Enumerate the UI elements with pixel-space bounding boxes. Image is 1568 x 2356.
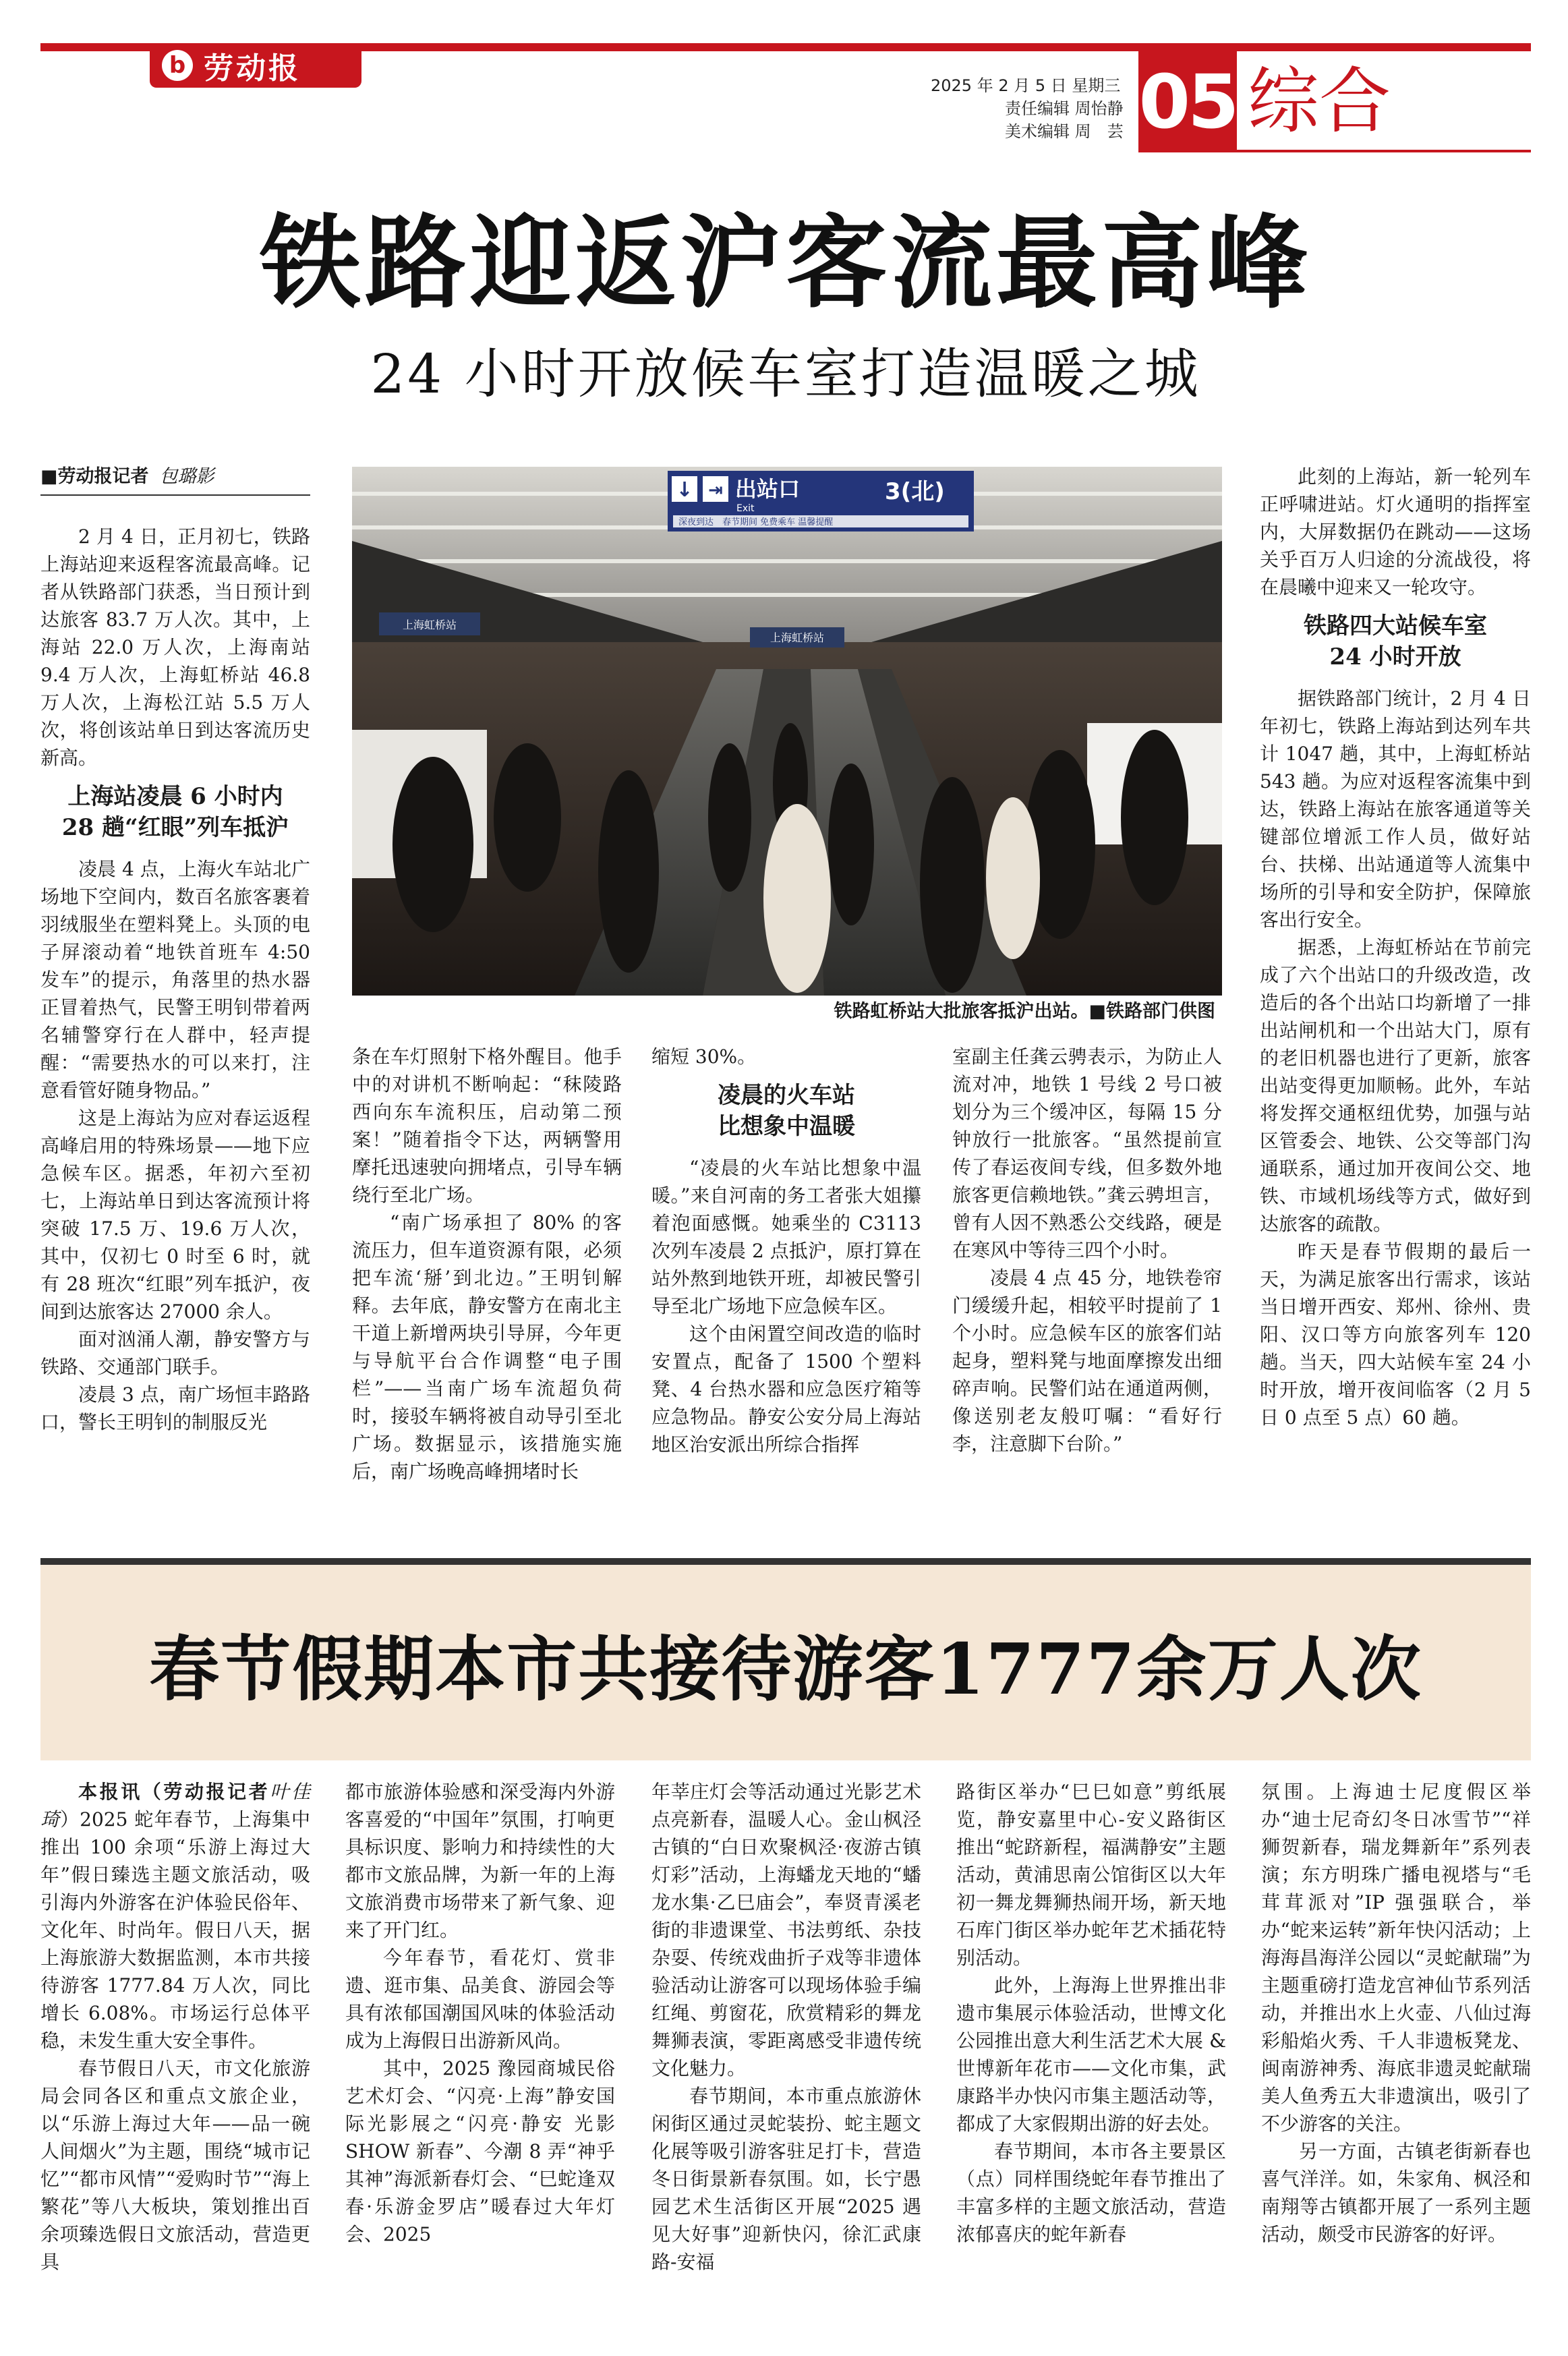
- story2-column-4: [956, 1778, 1226, 2248]
- newspaper-logo: [150, 43, 361, 88]
- down-arrow-icon: ↓: [676, 478, 693, 502]
- sign-subline: 深夜到达 春节期间 免费乘车 温馨提醒: [678, 517, 834, 527]
- paragraph: 此外，上海海上世界推出非遗市集展示体验活动，世博文化公园推出意大利生活艺术大展 & 世博新年花市——文化市集，武康路半办快闪市集主题活动等，都成了大家假期出游的好去处。: [956, 1974, 1226, 2135]
- paragraph: 春节期间，本市重点旅游休闲街区通过灵蛇装扮、蛇主题文化展等吸引游客驻足打卡，营造冬日街景新春氛围。如，长宁愚园艺术生活街区开展“2025 遇见大好事”迎新快闪，徐汇武康路-安福: [651, 2085, 921, 2273]
- paragraph: 条在车灯照射下格外醒目。他手中的对讲机不断响起：“秣陵路西向东车流积压，启动第二预案！”随着指令下达，两辆警用摩托迅速驶向拥堵点，引导车辆绕行至北广场。: [352, 1045, 622, 1206]
- paragraph: 面对汹涌人潮，静安警方与铁路、交通部门联手。: [40, 1328, 310, 1378]
- paragraph: 室副主任龚云骋表示，为防止人流对冲，地铁 1 号线 2 号口被划分为三个缓冲区，每隔 15 分钟放行一批旅客。“虽然提前宣传了春运夜间专线，但多数外地旅客更信赖地铁。”龚云骋坦言，曾有人因不熟悉公交线路，硬是在寒风中等待三四个小时。: [952, 1045, 1222, 1261]
- sign-left: 上海虹桥站: [402, 619, 457, 631]
- paragraph: “南广场承担了 80% 的客流压力，但车道资源有限，必须把车流‘掰’到北边。”王明钊解释。去年底，静安警方在南北主干道上新增两块引导屏，今年更与导航平台合作调整“电子围栏”——当南广场车流超负荷时，接驳车辆将被自动导引至北广场。数据显示，该措施实施后，南广场晚高峰拥堵时长: [352, 1211, 622, 1483]
- story2-lead-tag: 本报讯（劳动报记者: [78, 1781, 270, 1803]
- section-underline: [1237, 150, 1531, 152]
- story1-byline: [40, 463, 310, 496]
- art-editor: 美术编辑 周 芸: [1005, 122, 1124, 141]
- paragraph: 凌晨 3 点，南广场恒丰路路口，警长王明钊的制服反光: [40, 1383, 310, 1433]
- page-number: 05: [1138, 51, 1237, 152]
- issue-date: 2025 年 2 月 5 日 星期三: [931, 76, 1121, 95]
- paragraph: 另一方面，古镇老街新春也喜气洋洋。如，朱家角、枫泾和南翔等古镇都开展了一系列主题活动，颇受市民游客的好评。: [1261, 2140, 1531, 2245]
- byline-name: 包璐影: [159, 466, 214, 487]
- station-escalator-image: [352, 467, 1222, 996]
- logo-mark-icon: b: [162, 50, 193, 81]
- paragraph: 昨天是春节假期的最后一天，为满足旅客出行需求，该站当日增开西安、郑州、徐州、贵阳、汉口等方向旅客列车 120 趟。当天，四大站候车室 24 小时开放，增开夜间临客（2 月 5 日 0 点至 5 点）60 趟。: [1260, 1240, 1531, 1429]
- story1-headline: 铁路迎返沪客流最高峰: [259, 204, 1312, 322]
- subheading: 凌晨的火车站 比想象中温暖: [718, 1082, 855, 1140]
- paragraph: 据铁路部门统计，2 月 4 日年初七，铁路上海站到达列车共计 1047 趟，其中，上海虹桥站 543 趟。为应对返程客流集中到达，铁路上海站在旅客通道等关键部位增派工作人员，做好站台、扶梯、出站通道等人流集中场所的引导和安全防护，保障旅客出行安全。: [1260, 687, 1531, 931]
- exit-door-icon: ⇥: [708, 480, 723, 500]
- sign-exit-en: Exit: [736, 503, 755, 514]
- paragraph: 今年春节，看花灯、赏非遗、逛市集、品美食、游园会等具有浓郁国潮国风味的体验活动成为上海假日出游新风尚。: [345, 1947, 615, 2052]
- section-name: 综合: [1248, 60, 1391, 143]
- sign-exit: 出站口: [735, 476, 801, 502]
- story2-lead-name: 叶佳琦: [40, 1781, 310, 1831]
- logo-text: 劳动报: [204, 51, 301, 86]
- paragraph: 此刻的上海站，新一轮列车正呼啸进站。灯火通明的指挥室内，大屏数据仍在跳动——这场关乎百万人归途的分流战役，将在晨曦中迎来又一轮攻守。: [1260, 465, 1531, 598]
- story1-photo-caption: 铁路虹桥站大批旅客抵沪出站。■铁路部门供图: [834, 1001, 1215, 1022]
- issue-meta: [931, 74, 1133, 143]
- paragraph: 这是上海站为应对春运返程高峰启用的特殊场景——地下应急候车区。据悉，年初六至初七，上海站单日到达客流预计将突破 17.5 万、19.6 万人次，其中，仅初七 0 时至 6 时，就有 28 班次“红眼”列车抵沪，夜间到达旅客达 27000 余人。: [40, 1107, 310, 1323]
- story2-column-2: [345, 1778, 615, 2248]
- story2-column-3: [651, 1778, 921, 2276]
- sign-center: 上海虹桥站: [770, 631, 825, 644]
- paragraph: 都市旅游体验感和深受海内外游客喜爱的“中国年”氛围，打响更具标识度、影响力和持续性的大都市文旅品牌，为新一年的上海文旅消费市场带来了新气象、迎来了开门红。: [345, 1781, 615, 1941]
- story1-column-5: [1260, 463, 1531, 1431]
- paragraph: 据悉，上海虹桥站在节前完成了六个出站口的升级改造，改造后的各个出站口均新增了一排出站闸机和一个出站大门，原有的老旧机器也进行了更新，旅客出站变得更加顺畅。此外，车站将发挥交通枢纽优势，加强与站区管委会、地铁、公交等部门沟通联系，通过加开夜间公交、地铁、市域机场线等方式，做好到达旅客的疏散。: [1260, 936, 1531, 1235]
- paragraph: ）2025 蛇年春节，上海集中推出 100 余项“乐游上海过大年”假日臻选主题文旅活动，吸引海内外游客在沪体验民俗年、文化年、时尚年。假日八天，据上海旅游大数据监测，本市共接待游客 1777.84 万人次，同比增长 6.08%。市场运行总体平稳，未发生重大安全事件。: [40, 1808, 310, 2052]
- story1-column-4: [952, 1043, 1222, 1458]
- paragraph: 年莘庄灯会等活动通过光影艺术点亮新春，温暖人心。金山枫泾古镇的“白日欢聚枫泾·夜游古镇灯彩”活动，上海蟠龙天地的“蟠龙水集·乙巳庙会”，奉贤青溪老街的非遗课堂、书法剪纸、杂技杂耍、传统戏曲折子戏等非遗体验活动让游客可以现场体验手编红绳、剪窗花，欣赏精彩的舞龙舞狮表演，零距离感受非遗传统文化魅力。: [651, 1781, 921, 2079]
- paragraph: 路街区举办“巳巳如意”剪纸展览，静安嘉里中心-安义路街区推出“蛇跻新程，福满静安”主题活动，黄浦思南公馆街区以大年初一舞龙舞狮热闹开场，新天地石库门街区举办蛇年艺术插花特别活动。: [956, 1781, 1226, 1969]
- subheading: 铁路四大站候车室 24 小时开放: [1304, 612, 1487, 670]
- paragraph: “凌晨的火车站比想象中温暖。”来自河南的务工者张大姐攥着泡面感慨。她乘坐的 C3113 次列车凌晨 2 点抵沪，原打算在站外熬到地铁开班，却被民警引导至北广场地下应急候车区。: [651, 1157, 921, 1317]
- sign-exit-number: 3(北): [885, 478, 945, 505]
- paragraph: 氛围。上海迪士尼度假区举办“迪士尼奇幻冬日冰雪节”“祥狮贺新春，瑞龙舞新年”系列表演；东方明珠广播电视塔与“毛茸茸派对”IP 强强联合，举办“蛇来运转”新年快闪活动；上海海昌海洋公园以“灵蛇献瑞”为主题重磅打造龙宫神仙节系列活动，并推出水上火壶、八仙过海彩船焰火秀、千人非遗板凳龙、闽南游神秀、海底非遗灵蛇献瑞美人鱼秀五大非遗演出，吸引了不少游客的关注。: [1261, 1781, 1531, 2135]
- paragraph: 凌晨 4 点 45 分，地铁卷帘门缓缓升起，相较平时提前了 1 个小时。应急候车区的旅客们站起身，塑料凳与地面摩擦发出细碎声响。民警们站在通道两侧，像送别老友般叮嘱：“看好行李，注意脚下台阶。”: [952, 1267, 1222, 1455]
- story1-subheadline: 24 小时开放候车室打造温暖之城: [370, 343, 1201, 405]
- story1-column-2: [352, 1043, 622, 1485]
- paragraph: 凌晨 4 点，上海火车站北广场地下空间内，数百名旅客裹着羽绒服坐在塑料凳上。头顶的电子屏滚动着“地铁首班车 4:50 发车”的提示，角落里的热水器正冒着热气，民警王明钊带着两名辅警穿行在人群中，轻声提醒：“需要热水的可以来打，注意看管好随身物品。”: [40, 858, 310, 1101]
- paragraph: 缩短 30%。: [651, 1045, 757, 1068]
- story1-column-3: [651, 1043, 921, 1458]
- responsible-editor: 责任编辑 周怡静: [1005, 99, 1124, 118]
- story1-column-1: [40, 463, 310, 1436]
- story2-headline: 春节假期本市共接待游客1777余万人次: [149, 1628, 1422, 1711]
- paragraph: 春节期间，本市各主要景区（点）同样围绕蛇年春节推出了丰富多样的主题文旅活动，营造浓郁喜庆的蛇年新春: [956, 2140, 1226, 2245]
- subheading: 上海站凌晨 6 小时内 28 趟“红眼”列车抵沪: [61, 783, 289, 841]
- paragraph: 其中，2025 豫园商城民俗艺术灯会、“闪亮·上海”静安国际光影展之“闪亮·静安 光影 SHOW 新春”、今潮 8 弄“神乎其神”海派新春灯会、“巳蛇逢双春·乐游金罗店”暖春过大年灯会、2025: [345, 2057, 615, 2245]
- byline-label: ■劳动报记者: [40, 466, 149, 487]
- paragraph: 这个由闲置空间改造的临时安置点，配备了 1500 个塑料凳、4 台热水器和应急医疗箱等应急物品。静安公安分局上海站地区治安派出所综合指挥: [651, 1323, 921, 1456]
- paragraph: 春节假日八天，市文化旅游局会同各区和重点文旅企业，以“乐游上海过大年——品一碗人间烟火”为主题，围绕“城市记忆”“都市风情”“爱购时节”“海上繁花”等八大板块，策划推出百余项臻选假日文旅活动，营造更具: [40, 2057, 310, 2273]
- story2-column-1: [40, 1778, 310, 2276]
- paragraph: 2 月 4 日，正月初七，铁路上海站迎来返程客流最高峰。记者从铁路部门获悉，当日预计到达旅客 83.7 万人次。其中，上海站 22.0 万人次，上海南站 9.4 万人次，上海虹桥站 46.8 万人次，上海松江站 5.5 万人次，将创该站单日到达客流历史新高。: [40, 525, 310, 769]
- story1-photo: [352, 467, 1222, 996]
- story2-column-5: [1261, 1778, 1531, 2248]
